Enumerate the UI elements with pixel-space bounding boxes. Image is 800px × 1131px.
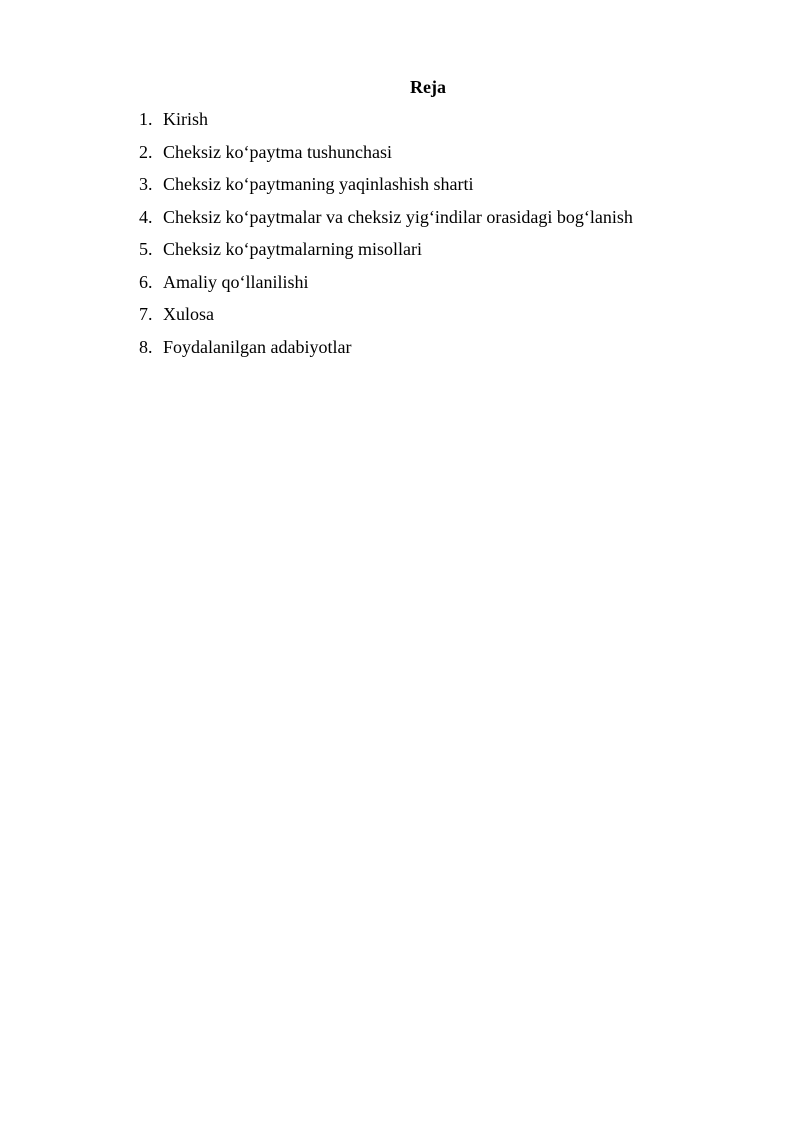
list-item bbox=[139, 336, 633, 369]
list-item-text: Cheksiz ko‘paytmalarning misollari bbox=[163, 239, 422, 259]
table-of-contents bbox=[139, 108, 633, 368]
list-item-number: 5. bbox=[139, 239, 153, 259]
list-item-text: Xulosa bbox=[163, 304, 214, 324]
list-item bbox=[139, 173, 633, 206]
list-item-number: 3. bbox=[139, 174, 153, 194]
list-item-text: Cheksiz ko‘paytmalar va cheksiz yig‘indilar orasidagi bog‘lanish bbox=[163, 206, 633, 227]
list-item-text: Foydalanilgan adabiyotlar bbox=[163, 336, 352, 357]
list-item bbox=[139, 141, 633, 174]
list-item bbox=[139, 303, 633, 336]
list-item-number: 2. bbox=[139, 141, 153, 162]
list-item-text: Cheksiz ko‘paytmaning yaqinlashish sharti bbox=[163, 174, 474, 194]
list-item-number: 7. bbox=[139, 304, 153, 324]
list-item bbox=[139, 206, 633, 239]
list-item-number: 8. bbox=[139, 336, 153, 357]
list-item bbox=[139, 238, 633, 271]
list-item-number: 4. bbox=[139, 206, 153, 227]
list-item bbox=[139, 271, 633, 304]
list-item bbox=[139, 108, 633, 141]
list-item-number: 1. bbox=[139, 109, 153, 129]
list-item-text: Cheksiz ko‘paytma tushunchasi bbox=[163, 141, 392, 162]
list-item-text: Kirish bbox=[163, 109, 208, 129]
page-title: Reja bbox=[410, 77, 446, 97]
list-item-number: 6. bbox=[139, 271, 153, 292]
list-item-text: Amaliy qo‘llanilishi bbox=[163, 271, 309, 292]
